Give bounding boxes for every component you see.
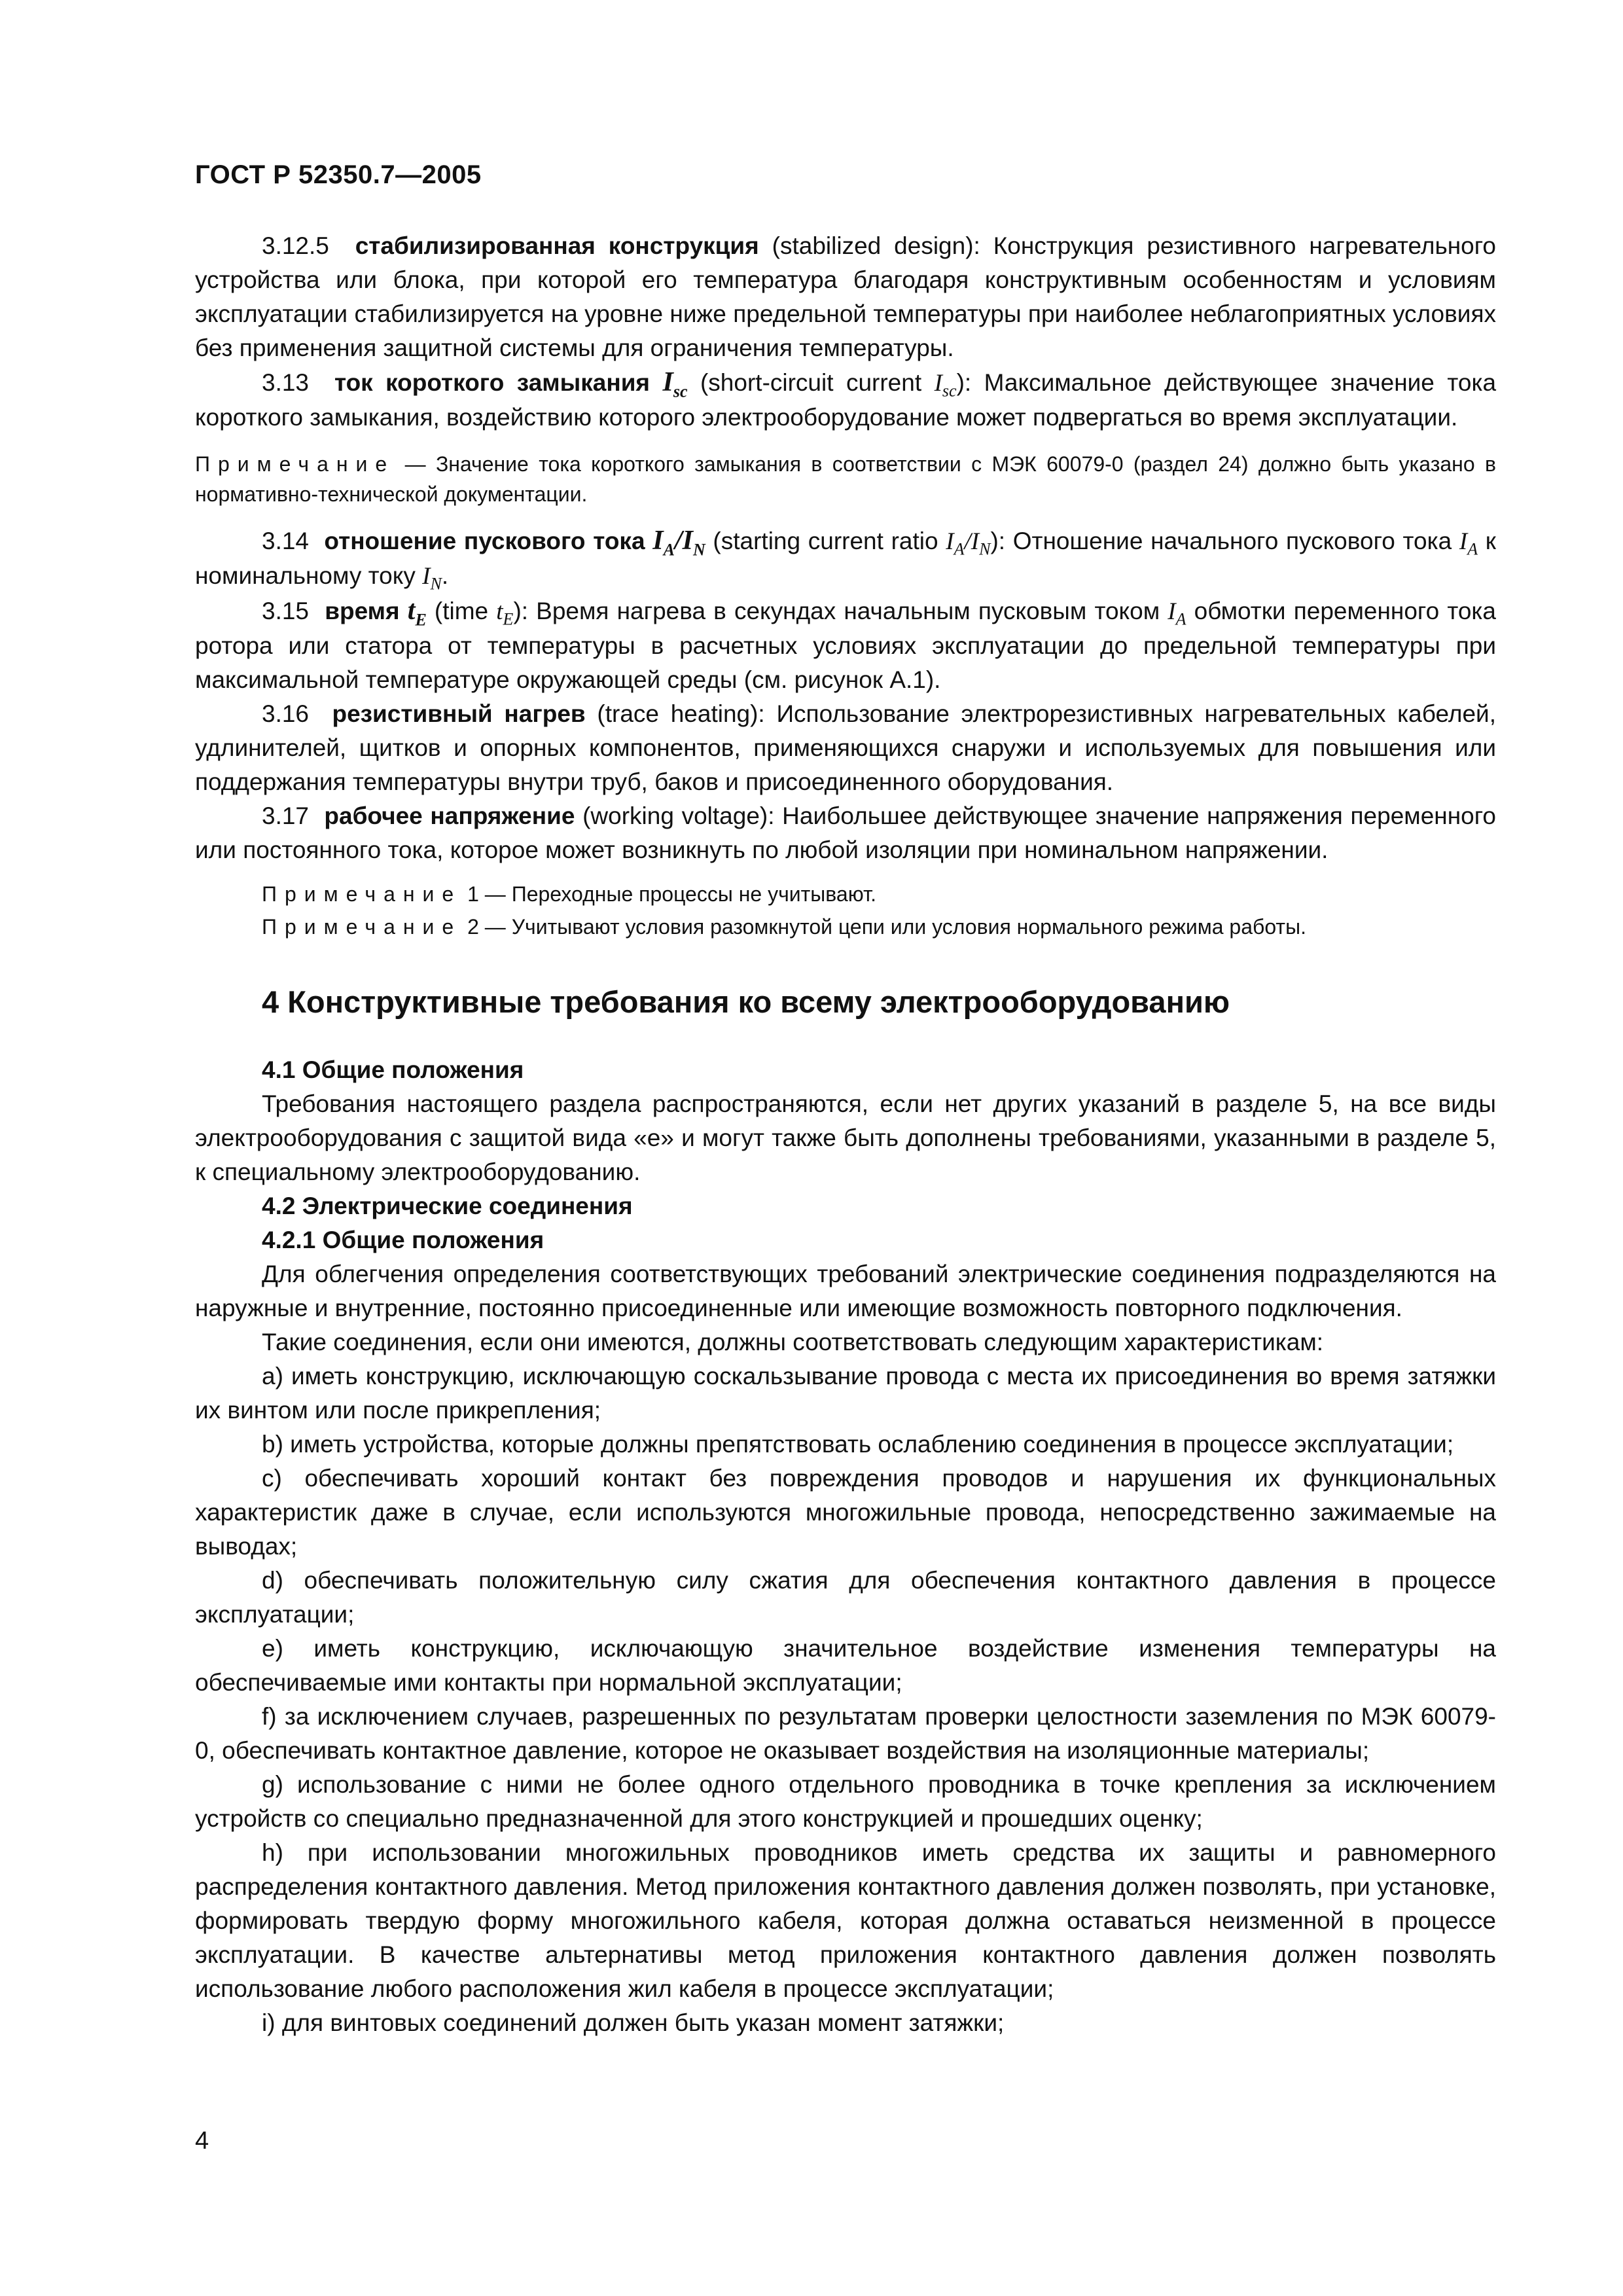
term: рабочее напряжение <box>324 802 575 829</box>
note-3-17-2: Примечание 2 — Учитывают условия разомкнутой цепи или условия нормального режима работы. <box>262 915 1306 939</box>
list-item-i: i) для винтовых соединений должен быть указан момент затяжки; <box>262 2009 1005 2036</box>
list-item-g: g) использование с ними не более одного отдельного проводника в точке крепления за исключением устройств со специально предназначенной для этого конструкцией и прошедших оценку; <box>195 1771 1496 1832</box>
symbol-in: $I_N$ <box>422 563 442 594</box>
list-item-f: f) за исключением случаев, разрешенных по результатам проверки целостности заземления по МЭК 60079-0, обеспечивать контактное давление, которое не оказывает воздействия на изоляционные материалы; <box>195 1703 1496 1764</box>
term: время <box>325 598 400 624</box>
symbol-isc: $I_{sc}$ <box>662 367 688 401</box>
symbol-ia: $I_A$ <box>1168 598 1186 629</box>
list-item-d: d) обеспечивать положительную силу сжатия для обеспечения контактного давления в процессе эксплуатации; <box>195 1567 1496 1628</box>
section-4-2-1-paragraph-2: Такие соединения, если они имеются, должны соответствовать следующим характеристикам: <box>262 1329 1324 1355</box>
section-4-1-text: Требования настоящего раздела распространяются, если нет других указаний в разделе 5, на все виды электрооборудования с защитой вида «е» и могут также быть дополнены требованиями, указанными в разделе 5, к специальному электрооборудованию. <box>195 1090 1496 1185</box>
symbol-ia-in: $I_A/I_N$ <box>652 526 705 560</box>
document-header: ГОСТ Р 52350.7—2005 <box>195 160 482 189</box>
section-4-2-1-heading: 4.2.1 Общие положения <box>262 1227 544 1253</box>
term: резистивный нагрев <box>332 700 586 727</box>
section-4-heading: 4 Конструктивные требования ко всему электрооборудованию <box>262 984 1230 1019</box>
definition-3-13: 3.13 ток короткого замыкания $I_{sc}$ (short-circuit current $I_{sc}$): Максимальное действующее значение тока короткого замыкания, воздействию которого электрооборудование может подвергаться во время эксплуатации. <box>195 367 1497 431</box>
symbol-ia-in-inline: $I_A/I_N$ <box>946 528 991 559</box>
symbol-isc-inline: $I_{sc}$ <box>934 370 957 401</box>
symbol-ia: $I_A$ <box>1459 528 1478 559</box>
definition-3-15: 3.15 время $t_E$ (time $t_E$): Время нагрева в секундах начальным пусковым током $I_A$ обмотки переменного тока ротора или статора от температуры в расчетных условиях эксплуатации до предельной температуры при максимальной температуре окружающей среды (см. рисунок А.1). <box>195 596 1497 693</box>
note-3-17-1: Примечание 1 — Переходные процессы не учитывают. <box>262 882 877 906</box>
list-item-h: h) при использовании многожильных проводников иметь средства их защиты и равномерного распределения контактного давления. Метод приложения контактного давления должен позволять, при установке, формировать твердую форму многожильного кабеля, которая должна оставаться неизменной в процессе эксплуатации. В качестве альтернативы метод приложения контактного давления должен позволять использование любого расположения жил кабеля в процессе эксплуатации; <box>195 1839 1496 2002</box>
definition-3-14: 3.14 отношение пускового тока $I_A/I_N$ (starting current ratio $I_A/I_N$): Отношение начального пускового тока $I_A$ к номинальному току $I_N$. <box>195 526 1496 594</box>
definition-3-12-5: 3.12.5 стабилизированная конструкция (stabilized design): Конструкция резистивного нагревательного устройства или блока, при которой его температура благодаря конструктивным особенностям и условиям эксплуатации стабилизируется на уровне ниже предельной температуры при наиболее неблагоприятных условиях без применения защитной системы для ограничения температуры. <box>195 232 1496 361</box>
section-4-1-heading: 4.1 Общие положения <box>262 1056 524 1083</box>
symbol-te-inline: $t_E$ <box>496 598 514 629</box>
list-item-a: а) иметь конструкцию, исключающую соскальзывание провода с места их присоединения во время затяжки их винтом или после прикрепления; <box>195 1363 1496 1424</box>
term: отношение пускового тока <box>324 528 645 554</box>
symbol-te: $t_E$ <box>407 596 427 630</box>
document-body <box>195 229 1496 2040</box>
page-number: 4 <box>195 2127 209 2155</box>
section-4-2-heading: 4.2 Электрические соединения <box>262 1193 633 1219</box>
term: ток короткого замыкания <box>334 369 651 396</box>
section-4-2-1-paragraph-1: Для облегчения определения соответствующих требований электрические соединения подразделяются на наружные и внутренние, постоянно присоединенные или имеющие возможность повторного подключения. <box>195 1261 1496 1321</box>
list-item-b: b) иметь устройства, которые должны препятствовать ослаблению соединения в процессе эксплуатации; <box>262 1431 1454 1458</box>
note-3-13: Примечание — Значение тока короткого замыкания в соответствии с МЭК 60079-0 (раздел 24) должно быть указано в нормативно-технической документации. <box>195 452 1496 506</box>
term: стабилизированная конструкция <box>355 232 759 259</box>
list-item-c: c) обеспечивать хороший контакт без повреждения проводов и нарушения их функциональных характеристик даже в случае, если используются многожильные провода, непосредственно зажимаемые на выводах; <box>195 1465 1496 1560</box>
definition-3-16: 3.16 резистивный нагрев (trace heating): Использование электрорезистивных нагревательных кабелей, удлинителей, щитков и опорных компонентов, применяющихся снаружи и используемых для повышения или поддержания температуры внутри труб, баков и присоединенного оборудования. <box>195 700 1496 795</box>
list-item-e: е) иметь конструкцию, исключающую значительное воздействие изменения температуры на обеспечиваемые ими контакты при нормальной эксплуатации; <box>195 1635 1496 1696</box>
definition-3-17: 3.17 рабочее напряжение (working voltage): Наибольшее действующее значение напряжения переменного или постоянного тока, которое может возникнуть по любой изоляции при номинальном напряжении. <box>195 802 1497 863</box>
